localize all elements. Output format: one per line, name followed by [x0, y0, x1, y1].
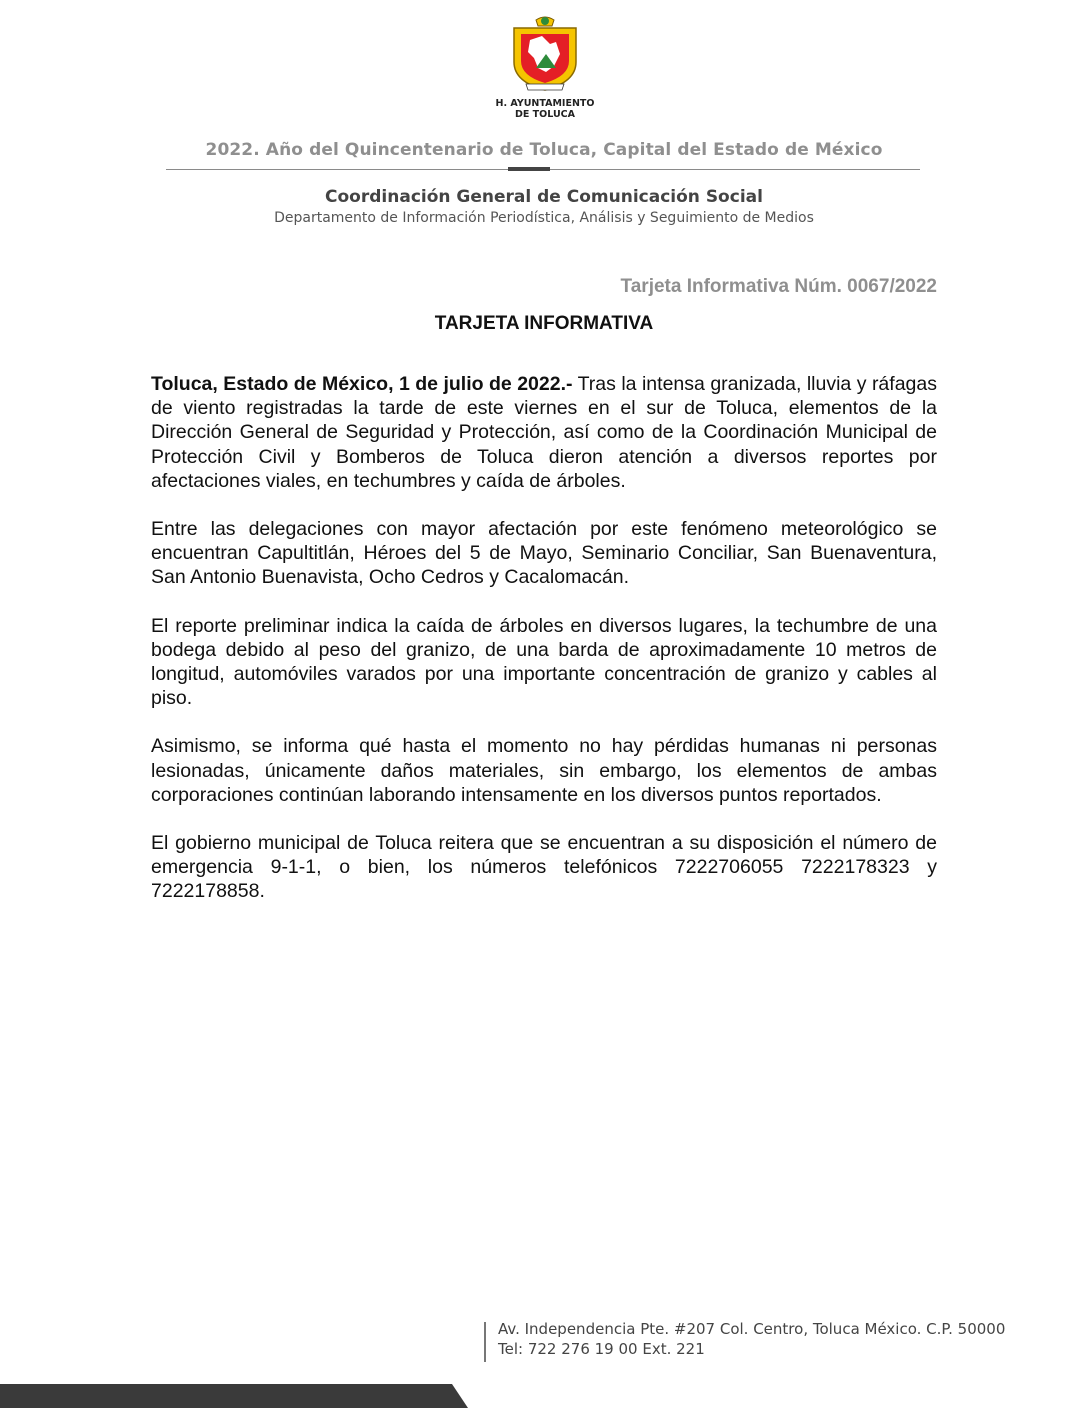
- department-name: Departamento de Información Periodística, Análisis y Seguimiento de Medios: [274, 210, 814, 226]
- municipal-logo: [486, 14, 604, 120]
- toluca-shield-icon: [506, 14, 584, 94]
- document-title: TARJETA INFORMATIVA: [434, 313, 654, 334]
- header-divider-accent: [508, 167, 550, 171]
- footer-divider: [484, 1322, 486, 1362]
- paragraph-1-text: Tras la intensa granizada, lluvia y ráfagas de viento registradas la tarde de este viernes en el sur de Toluca, elementos de la Dirección General de Seguridad y Protección, así como de la Coordinación Municipal de Protección Civil y Bomberos de Toluca dieron atención a diversos reportes por afectaciones viales, en techumbres y caída de árboles.: [151, 373, 937, 492]
- footer-address: Av. Independencia Pte. #207 Col. Centro, Toluca México. C.P. 50000: [498, 1320, 1006, 1338]
- document-body: [151, 372, 937, 928]
- year-motto: 2022. Año del Quincentenario de Toluca, Capital del Estado de México: [205, 140, 883, 160]
- paragraph-1: [151, 372, 937, 493]
- paragraph-5: El gobierno municipal de Toluca reitera que se encuentran a su disposición el número de emergencia 9-1-1, o bien, los números telefónicos 7222706055 7222178323 y 7222178858.: [151, 832, 937, 903]
- coordination-name: Coordinación General de Comunicación Social: [325, 187, 763, 207]
- document-number: Tarjeta Informativa Núm. 0067/2022: [620, 276, 937, 297]
- bottom-decorative-bar: [0, 1384, 470, 1408]
- logo-line-1: H. AYUNTAMIENTO: [495, 98, 595, 109]
- paragraph-2: Entre las delegaciones con mayor afectación por este fenómeno meteorológico se encuentran Capultitlán, Héroes del 5 de Mayo, Seminario Conciliar, San Buenaventura, San Antonio Buenavista, Ocho Cedros y Cacalomacán.: [151, 518, 937, 589]
- logo-line-2: DE TOLUCA: [515, 109, 575, 120]
- footer-phone: Tel: 722 276 19 00 Ext. 221: [498, 1340, 705, 1358]
- dateline: Toluca, Estado de México, 1 de julio de 2022.-: [151, 373, 573, 395]
- paragraph-4: Asimismo, se informa qué hasta el momento no hay pérdidas humanas ni personas lesionadas, únicamente daños materiales, sin embargo, los elementos de ambas corporaciones continúan laborando intensamente en los diversos puntos reportados.: [151, 735, 937, 806]
- paragraph-3: El reporte preliminar indica la caída de árboles en diversos lugares, la techumbre de una bodega debido al peso del granizo, de una barda de aproximadamente 10 metros de longitud, automóviles varados por una importante concentración de granizo y cables al piso.: [151, 614, 937, 710]
